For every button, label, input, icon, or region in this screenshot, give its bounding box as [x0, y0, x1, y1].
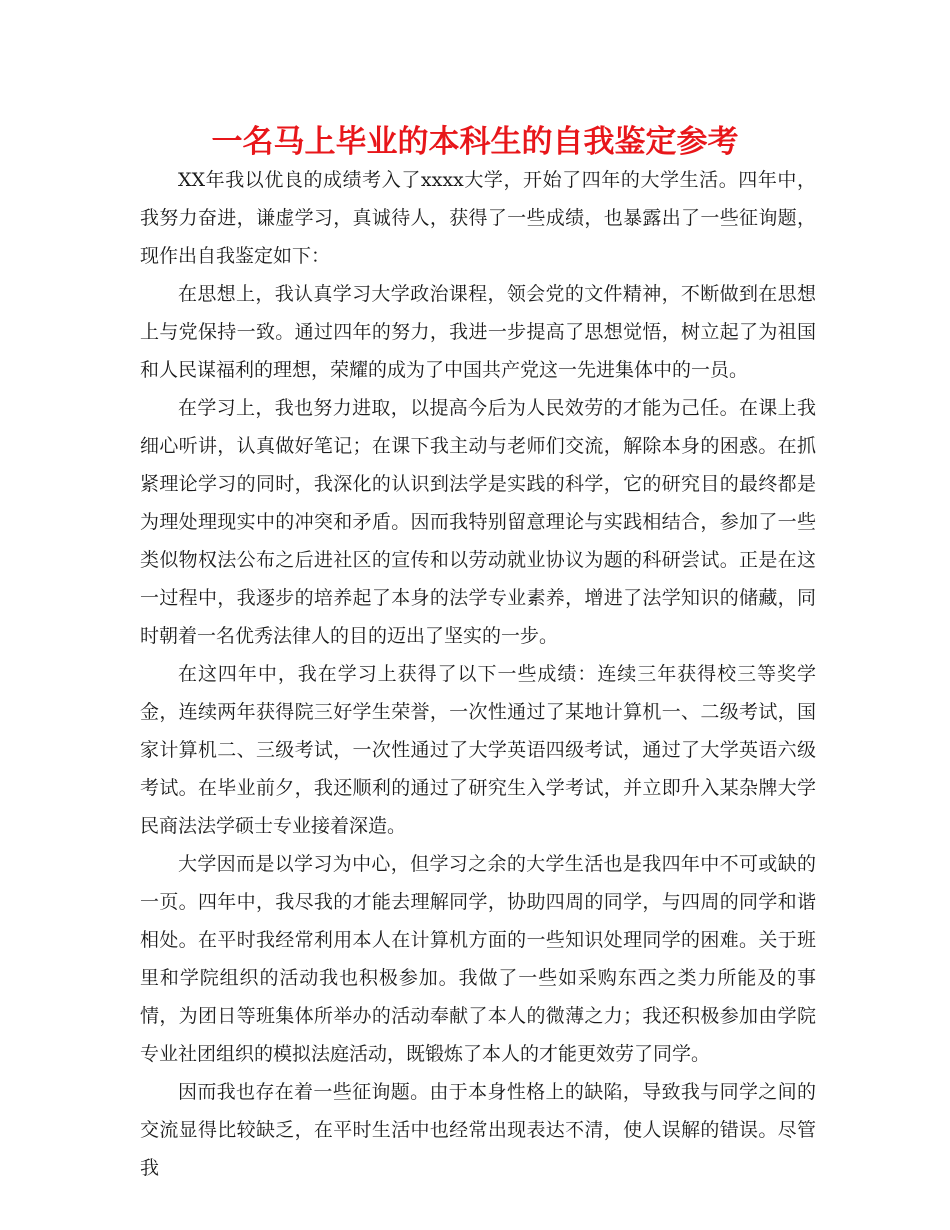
document-title: 一名马上毕业的本科生的自我鉴定参考	[211, 124, 739, 160]
paragraph-shortcomings: 因而我也存在着一些征询题。由于本身性格上的缺陷，导致我与同学之间的交流显得比较缺乏，在平时生活中也经常出现表达不清，使人误解的错误。尽管我	[140, 1081, 816, 1179]
paragraph-achievements: 在这四年中，我在学习上获得了以下一些成绩：连续三年获得校三等奖学金，连续两年获得院三好学生荣誉，一次性通过了某地计算机一、二级考试，国家计算机二、三级考试，一次性通过了大学英语四级考试，通过了大学英语六级考试。在毕业前夕，我还顺利的通过了研究生入学考试，并立即升入某杂牌大学民商法法学硕士专业接着深造。	[140, 663, 816, 837]
paragraph-campus-life: 大学因而是以学习为中心，但学习之余的大学生活也是我四年中不可或缺的一页。四年中，我尽我的才能去理解同学，协助四周的同学，与四周的同学和谐相处。在平时我经常利用本人在计算机方面的一些知识处理同学的困难。关于班里和学院组织的活动我也积极参加。我做了一些如采购东西之类力所能及的事情，为团日等班集体所举办的活动奉献了本人的微薄之力；我还积极参加由学院专业社团组织的模拟法庭活动，既锻炼了本人的才能更效劳了同学。	[140, 853, 816, 1065]
paragraph-study: 在学习上，我也努力进取，以提高今后为人民效劳的才能为己任。在课上我细心听讲，认真做好笔记；在课下我主动与老师们交流，解除本身的困惑。在抓紧理论学习的同时，我深化的认识到法学是实践的科学，它的研究目的最终都是为理处理现实中的冲突和矛盾。因而我特别留意理论与实践相结合，参加了一些类似物权法公布之后进社区的宣传和以劳动就业协议为题的科研尝试。正是在这一过程中，我逐步的培养起了本身的法学专业素养，增进了法学知识的储藏，同时朝着一名优秀法律人的目的迈出了坚实的一步。	[140, 397, 816, 647]
paragraph-ideology: 在思想上，我认真学习大学政治课程，领会党的文件精神，不断做到在思想上与党保持一致。通过四年的努力，我进一步提高了思想觉悟，树立起了为祖国和人民谋福利的理想，荣耀的成为了中国共产党这一先进集体中的一员。	[140, 283, 816, 381]
document-body	[140, 161, 816, 1187]
paragraph-intro: XX年我以优良的成绩考入了xxxx大学，开始了四年的大学生活。四年中，我努力奋进，谦虚学习，真诚待人，获得了一些成绩，也暴露出了一些征询题，现作出自我鉴定如下：	[140, 169, 816, 267]
